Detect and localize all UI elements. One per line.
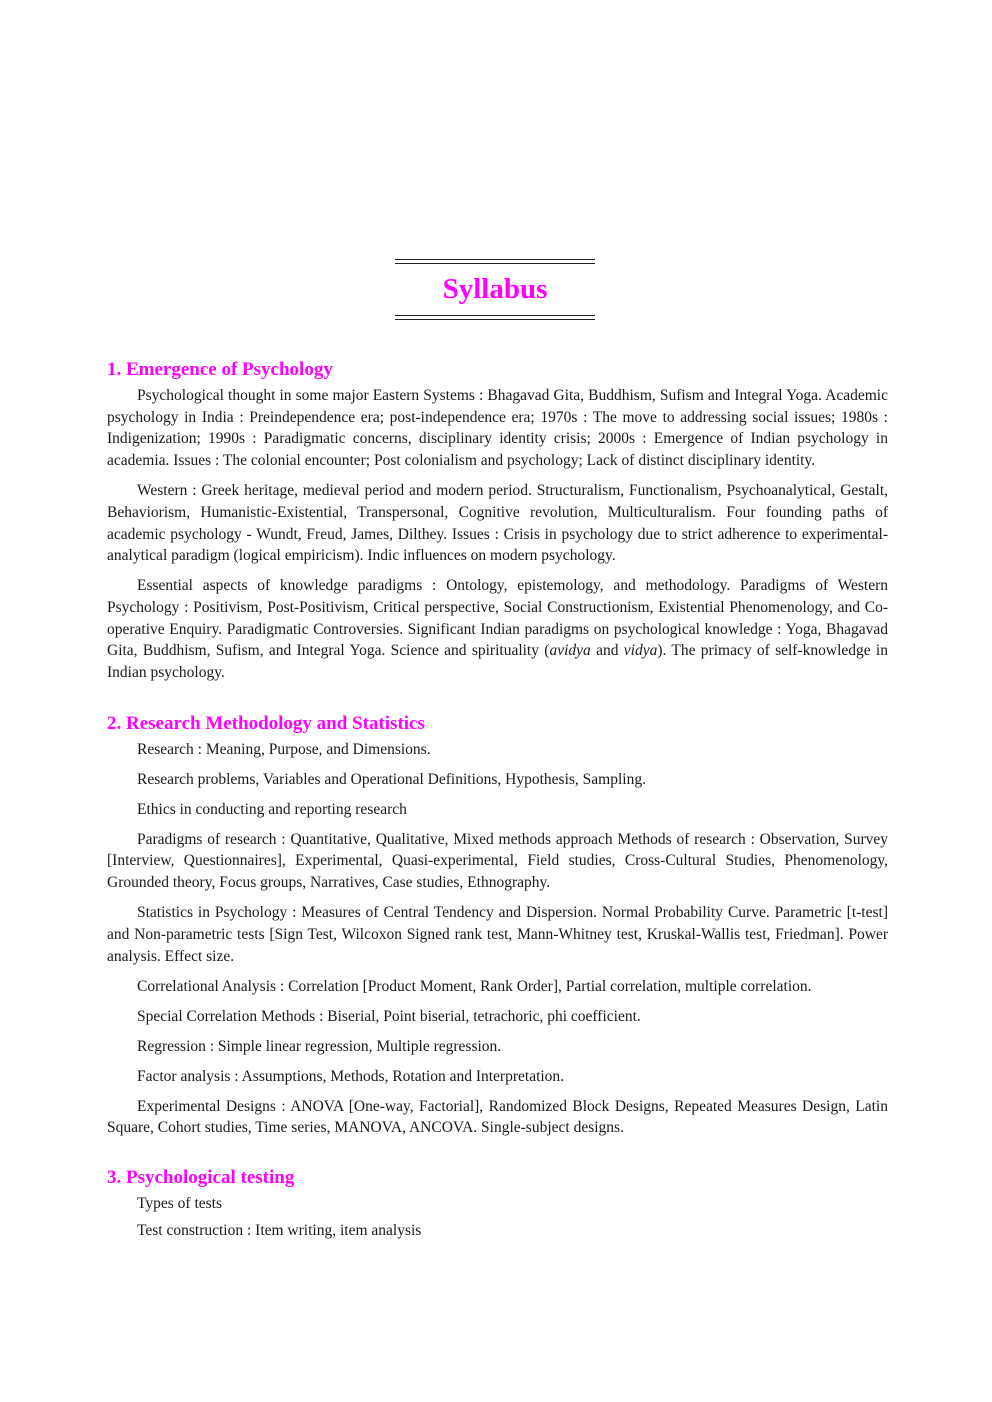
paragraph: Paradigms of research : Quantitative, Qualitative, Mixed methods approach Methods of research : Observation, Survey [Interview, Questionnaires], Experimental, Quasi-experimental, Field studies, Cross-Cultural Studies, Phenomenology, Grounded theory, Focus groups, Narratives, Case studies, Ethnography. [107,830,888,892]
paragraph: Western : Greek heritage, medieval period and modern period. Structuralism, Functionalism, Psychoanalytical, Gestalt, Behaviorism, Humanistic-Existential, Transpersonal, Cognitive revolution, Multiculturalism. Four founding paths of academic psychology - Wundt, Freud, James, Dilthey. Issues : Crisis in psychology due to strict adherence to experimental-analytical paradigm (logical empiricism). Indic influences on modern psychology. [107,482,888,565]
page-title: Syllabus [442,273,548,305]
paragraph: Research problems, Variables and Operational Definitions, Hypothesis, Sampling. [137,770,646,788]
section-heading: 2. Research Methodology and Statistics [107,712,425,734]
paragraph-text: ). The primacy of self-knowledge in Indian psychology. [107,642,888,682]
italic-term-vidya: vidya [623,642,658,660]
paragraph-text: and [590,642,624,660]
title-bottom-rule [395,315,595,320]
section-psychological-testing [107,1165,888,1241]
section-heading: 3. Psychological testing [107,1166,295,1188]
paragraph: Ethics in conducting and reporting research [137,800,407,818]
paragraph: Psychological thought in some major Eastern Systems : Bhagavad Gita, Buddhism, Sufism and Integral Yoga. Academic psychology in India : Preindependence era; post-independence era; 1970s : The move to addressing social issues; 1980s : Indigenization; 1990s : Paradigmatic concerns, disciplinary identity crisis; 2000s : Emergence of Indian psychology in academia. Issues : The colonial encounter; Post colonialism and psychology; Lack of distinct disciplinary identity. [107,387,888,470]
section-emergence-of-psychology [107,357,888,684]
paragraph: Experimental Designs : ANOVA [One-way, Factorial], Randomized Block Designs, Repeated Measures Design, Latin Square, Cohort studies, Time series, MANOVA, ANCOVA. Single-subject designs. [107,1097,888,1137]
paragraph: Test construction : Item writing, item analysis [137,1221,422,1239]
italic-term-avidya: avidya [549,642,591,660]
paragraph-text: Essential aspects of knowledge paradigms : Ontology, epistemology, and methodology. Paradigms of Western Psychology : Positivism, Post-Positivism, Critical perspective, Social Constructionism, Existential Phenomenology, and Co-operative Enquiry. Paradigmatic Controversies. Significant Indian paradigms on psychological knowledge : Yoga, Bhagavad Gita, Buddhism, Sufism, and Integral Yoga. Science and spirituality ( [107,577,888,660]
title-top-rule [395,259,595,264]
paragraph: Correlational Analysis : Correlation [Product Moment, Rank Order], Partial correlation, multiple correlation. [137,977,812,995]
syllabus-content [107,357,888,1246]
paragraph: Special Correlation Methods : Biserial, Point biserial, tetrachoric, phi coefficient. [137,1007,641,1025]
paragraph [107,575,888,684]
paragraph: Regression : Simple linear regression, Multiple regression. [137,1037,502,1055]
section-research-methodology [107,711,888,1139]
paragraph: Factor analysis : Assumptions, Methods, Rotation and Interpretation. [137,1067,565,1085]
paragraph: Statistics in Psychology : Measures of Central Tendency and Dispersion. Normal Probability Curve. Parametric [t-test] and Non-parametric tests [Sign Test, Wilcoxon Signed rank test, Mann-Whitney test, Kruskal-Wallis test, Friedman]. Power analysis. Effect size. [107,904,888,965]
paragraph: Types of tests [137,1194,223,1212]
title-block [395,259,595,320]
section-heading: 1. Emergence of Psychology [107,359,333,380]
paragraph: Research : Meaning, Purpose, and Dimensions. [137,740,431,758]
